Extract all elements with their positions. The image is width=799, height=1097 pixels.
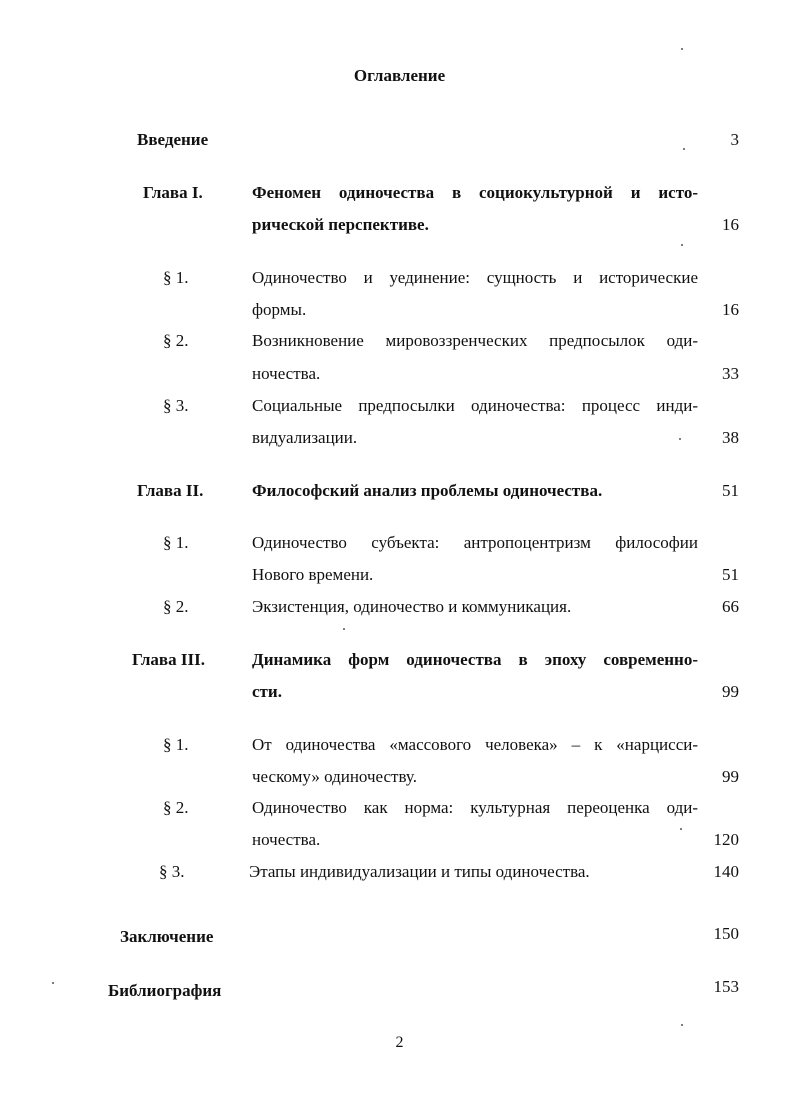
scan-speck bbox=[681, 244, 683, 246]
toc-page-ch2-sec1: 51 bbox=[722, 565, 739, 584]
scan-speck bbox=[679, 438, 681, 440]
toc-title-ch1-sec2-line-1: Возникновение мировоззренческих предпосылок оди- bbox=[252, 331, 698, 350]
scan-speck bbox=[680, 828, 682, 830]
toc-label-ch1-sec2: § 2. bbox=[163, 331, 189, 350]
toc-label-ch3-sec3: § 3. bbox=[159, 862, 185, 881]
toc-label-ch2-sec2: § 2. bbox=[163, 597, 189, 616]
toc-title-ch3-sec2-line-2: ночества. bbox=[252, 830, 321, 849]
scan-speck bbox=[52, 982, 54, 984]
scan-speck bbox=[681, 1024, 683, 1026]
toc-title-ch1-sec3-line-2: видуализации. bbox=[252, 428, 358, 447]
toc-label-ch2-sec1: § 1. bbox=[163, 533, 189, 552]
toc-title-chapter-2-line-1: Философский анализ проблемы одиночества. bbox=[252, 481, 603, 500]
toc-page-ch1-sec1: 16 bbox=[722, 300, 739, 319]
toc-page-chapter-1: 16 bbox=[722, 215, 739, 234]
toc-title-chapter-3-line-2: сти. bbox=[252, 682, 282, 701]
toc-title-chapter-1-line-2: рической перспективе. bbox=[252, 215, 429, 234]
toc-title-ch1-sec3-line-1: Социальные предпосылки одиночества: процесс инди- bbox=[252, 396, 698, 415]
toc-page-bibliography: 153 bbox=[713, 977, 739, 996]
toc-label-chapter-3: Глава III. bbox=[132, 650, 205, 669]
toc-page-chapter-2: 51 bbox=[722, 481, 739, 500]
toc-title-ch3-sec3-line-1: Этапы индивидуализации и типы одиночества. bbox=[249, 862, 590, 881]
toc-label-ch1-sec3: § 3. bbox=[163, 396, 189, 415]
scan-speck bbox=[343, 628, 345, 630]
toc-title-ch3-sec2-line-1: Одиночество как норма: культурная переоценка оди- bbox=[252, 798, 698, 817]
scan-speck bbox=[683, 148, 685, 150]
toc-label-ch3-sec1: § 1. bbox=[163, 735, 189, 754]
toc-title-chapter-3-line-1: Динамика форм одиночества в эпоху современно- bbox=[252, 650, 698, 669]
toc-title-chapter-1-line-1: Феномен одиночества в социокультурной и исто- bbox=[252, 183, 698, 202]
toc-page-introduction: 3 bbox=[730, 130, 739, 149]
toc-title-ch2-sec2-line-1: Экзистенция, одиночество и коммуникация. bbox=[252, 597, 572, 616]
toc-title-ch2-sec1-line-2: Нового времени. bbox=[252, 565, 374, 584]
toc-label-ch3-sec2: § 2. bbox=[163, 798, 189, 817]
toc-page-ch1-sec3: 38 bbox=[722, 428, 739, 447]
toc-label-conclusion: Заключение bbox=[120, 927, 214, 946]
toc-title-ch1-sec1-line-1: Одиночество и уединение: сущность и исторические bbox=[252, 268, 698, 287]
toc-page-ch1-sec2: 33 bbox=[722, 364, 739, 383]
toc-title-ch2-sec1-line-1: Одиночество субъекта: антропоцентризм философии bbox=[252, 533, 698, 552]
toc-label-introduction: Введение bbox=[137, 130, 209, 149]
toc-page-chapter-3: 99 bbox=[722, 682, 739, 701]
toc-page-ch2-sec2: 66 bbox=[722, 597, 739, 616]
toc-page-conclusion: 150 bbox=[713, 924, 739, 943]
scan-speck bbox=[681, 48, 683, 50]
toc-page-ch3-sec2: 120 bbox=[713, 830, 739, 849]
toc-label-chapter-2: Глава II. bbox=[137, 481, 204, 500]
page-number: 2 bbox=[395, 1034, 404, 1051]
toc-title-ch3-sec1-line-2: ческому» одиночеству. bbox=[252, 767, 417, 786]
toc-page-ch3-sec1: 99 bbox=[722, 767, 739, 786]
toc-label-ch1-sec1: § 1. bbox=[163, 268, 189, 287]
toc-label-chapter-1: Глава I. bbox=[143, 183, 203, 202]
document-title: Оглавление bbox=[353, 66, 446, 85]
toc-title-ch1-sec2-line-2: ночества. bbox=[252, 364, 321, 383]
toc-page-ch3-sec3: 140 bbox=[713, 862, 739, 881]
toc-title-ch3-sec1-line-1: От одиночества «массового человека» – к «нарцисси- bbox=[252, 735, 698, 754]
toc-label-bibliography: Библиография bbox=[108, 981, 222, 1000]
toc-title-ch1-sec1-line-2: формы. bbox=[252, 300, 307, 319]
